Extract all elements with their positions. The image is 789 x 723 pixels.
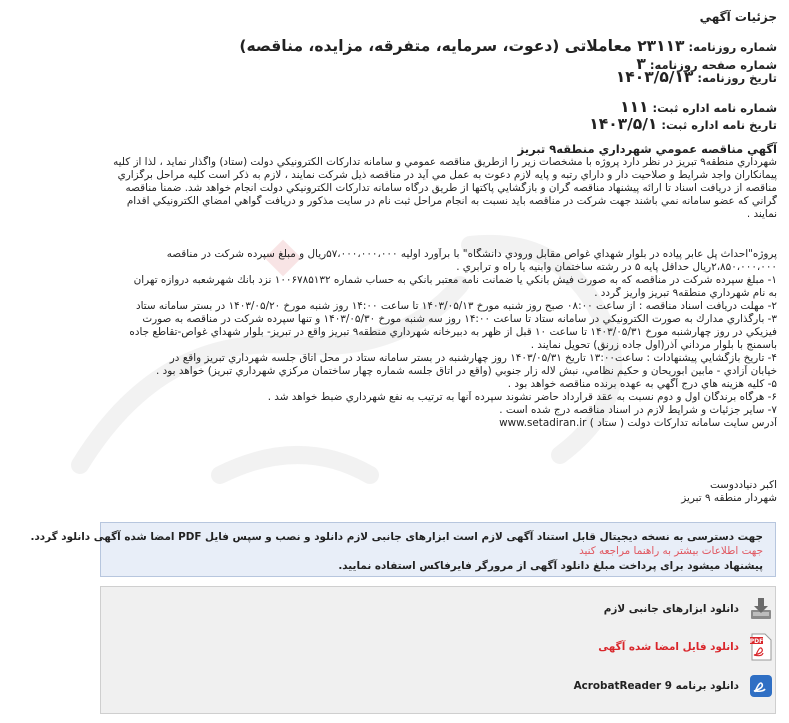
notice-heading: آگهي مناقصه عمومي شهرداري منطقه۹ تبريز	[517, 142, 777, 156]
office-letter-label: شماره نامه اداره ثبت:	[652, 101, 777, 115]
signature-title: شهردار منطقه ۹ تبريز	[681, 492, 777, 504]
office-letter-date-label: تاریخ نامه اداره ثبت:	[661, 118, 777, 132]
office-letter-value: ۱۱۱	[620, 98, 649, 116]
newspaper-date-row	[616, 68, 777, 86]
text-line: ۵- كليه هزينه هاي درج آگهي به عهده برنده مناقصه خواهد بود .	[507, 378, 777, 390]
text-line: ۷- ساير جزئيات و شرايط لازم در اسناد مناقصه درج شده است .	[499, 404, 777, 416]
text-line: پروژه"احداث پل عابر پياده در بلوار شهداي غواص مقابل ورودي دانشگاه" با برآورد اوليه ۵۷،۰۰۰،۰۰۰،۰۰۰ريال و مبلغ سپرده شركت در مناقصه	[166, 248, 777, 260]
text-line: باسمنج با بلوار مرداني آذر(اول جاده زرنق) تحويل نمايند .	[530, 339, 777, 351]
pdf-file-icon	[747, 632, 775, 662]
download-acrobat-reader-label: دانلود برنامه AcrobatReader 9	[573, 680, 739, 692]
text-line: شهرداري منطقه۹ تبريز در نظر دارد پروژه با مشخصات زير را ازطريق مناقصه عمومي و سامانه تداركات الكترونيكي دولت (ستاد) واگذار نمايد ، لذا از كليه	[113, 156, 777, 168]
digital-copy-info-box	[30, 522, 776, 577]
help-guide-link[interactable]: جهت اطلاعات بیشتر به راهنما مراجعه کنید	[579, 545, 763, 557]
download-tools-icon	[747, 594, 775, 624]
download-signed-pdf-label: دانلود فایل امضا شده آگهی	[598, 641, 739, 653]
text-line: ۴- تاريخ بازگشايي پيشنهادات : ساعت۱۳:۰۰ تاريخ ۱۴۰۳/۰۵/۳۱ روز چهارشنبه در بستر سامانه ستاد در محل اتاق جلسه شهرداري تبريز واقع در	[169, 352, 777, 364]
text-line: نمايند .	[746, 208, 777, 220]
text-line: خيابان آزادي - مابين ابوريحان و حكيم نظامي، نبش لاله زار جنوبي (واقع در اتاق جلسه شماره چهار ساختمان مركزي شهرداري تبريز) خواهد بود .	[156, 365, 777, 377]
text-line: پيمانكاران واجد شرايط و صلاحيت دار و داراي رتبه و پايه لازم دعوت به عمل مي آيد در مناقصه ذيل شركت نمايند ، لازم به ذكر است كليه مراحل برگزاري	[117, 169, 777, 181]
text-line: فيزيكي در روز چهارشنبه مورخ ۱۴۰۳/۰۵/۳۱ تا ساعت ۱۰ قبل از ظهر به دبيرخانه شهرداري منطقه۹ تبريز واقع در تبريز- بلوار شهداي غواص-تقاطع جاده	[129, 326, 777, 338]
signature-name: اكبر دنياددوست	[709, 479, 777, 491]
page-number-value: ۳	[636, 55, 646, 73]
website-line: آدرس سايت سامانه تداركات دولت ( ستاد ) www.setadiran.ir	[499, 417, 777, 429]
office-letter-row	[620, 98, 777, 116]
details-title: جزئيات آگهي	[699, 10, 777, 24]
acrobat-reader-icon	[747, 671, 775, 701]
download-signed-pdf-link[interactable]	[598, 632, 775, 662]
text-line: مناقصه از دريافت اسناد تا ارائه پيشنهاد مناقصه گران و بازگشايي پاكتها از طريق درگاه سامانه تداركات الكترونيكي دولت انجام خواهد شد. ضمناً مناقصه	[125, 182, 777, 194]
office-letter-date-value: ۱۴۰۳/۵/۱	[589, 115, 658, 133]
newspaper-number-label: شماره روزنامه:	[688, 40, 777, 54]
download-tools-label: دانلود ابزارهای جانبی لازم	[603, 603, 739, 615]
newspaper-date-value: ۱۴۰۳/۵/۱۳	[615, 68, 694, 86]
download-tools-link[interactable]	[604, 594, 775, 624]
text-line: ۱- مبلغ سپرده شركت در مناقصه كه به صورت فيش بانكي يا ضمانت نامه معتبر بانكي به حساب شماره ۱۰۰۶۷۸۵۱۳۲ نزد بانك شهرشعبه دروازه تهران	[133, 274, 777, 286]
info-line-browser-suggestion: پیشنهاد میشود برای پرداخت مبلغ دانلود آگهی از مرورگر فایرفاکس استفاده نمایید.	[338, 560, 763, 572]
download-acrobat-reader-link[interactable]	[574, 671, 775, 701]
newspaper-number-value: ۲۳۱۱۳ معاملاتی (دعوت، سرمایه، متفرقه، مزایده، مناقصه)	[239, 37, 685, 55]
text-line: ۳- بارگذاري مدارك به صورت الكترونيكي در سامانه ستاد تا ساعت ۱۴:۰۰ روز سه شنبه مورخ ۱۴۰۳/۰۵/۳۰ و تنها سپرده شركت در مناقصه به صورت	[142, 313, 777, 325]
text-line: گراني كه عضو سامانه نمي باشند جهت شركت در مناقصه بايد نسبت به انجام مراحل ثبت نام در سايت مذكور و دريافت گواهي امضاي الكترونيكي اقدام	[126, 195, 777, 207]
signature-block	[681, 479, 777, 505]
text-line: به نام شهرداري منطقه۹ تبريز واريز گردد .	[594, 287, 777, 299]
notice-intro-paragraph	[12, 156, 777, 221]
text-line: ۶- هرگاه برندگان اول و دوم نسبت به عقد قرارداد حاضر نشوند سپرده آنها به ترتيب به نفع شهرداري ضبط خواهد شد .	[267, 391, 777, 403]
page-number-label: شماره صفحه روزنامه:	[649, 58, 777, 72]
text-line: ۲،۸۵۰،۰۰۰،۰۰۰ريال حداقل پايه ۵ در رشته ساختمان وابنيه يا راه و ترابري .	[456, 261, 777, 273]
office-letter-date-row	[589, 115, 777, 133]
notice-terms-paragraph	[12, 248, 777, 430]
newspaper-date-label: تاريخ روزنامه:	[697, 71, 777, 85]
svg-text:PDF: PDF	[749, 638, 764, 645]
info-line-digital-copy: جهت دسترسی به نسخه دیجیتال قابل استناد آگهی لازم است ابزارهای جانبی لازم دانلود و نصب و سپس فایل PDF امضا شده آگهی دانلود گردد.	[30, 531, 763, 543]
newspaper-number-row	[239, 37, 777, 55]
text-line: ۲- مهلت دريافت اسناد مناقصه : از ساعت ۰۸:۰۰ صبح روز شنبه مورخ ۱۴۰۳/۰۵/۱۳ تا ساعت ۱۴:۰۰ روز شنبه مورخ ۱۴۰۳/۰۵/۲۰ در بستر سامانه ستاد	[135, 300, 777, 312]
